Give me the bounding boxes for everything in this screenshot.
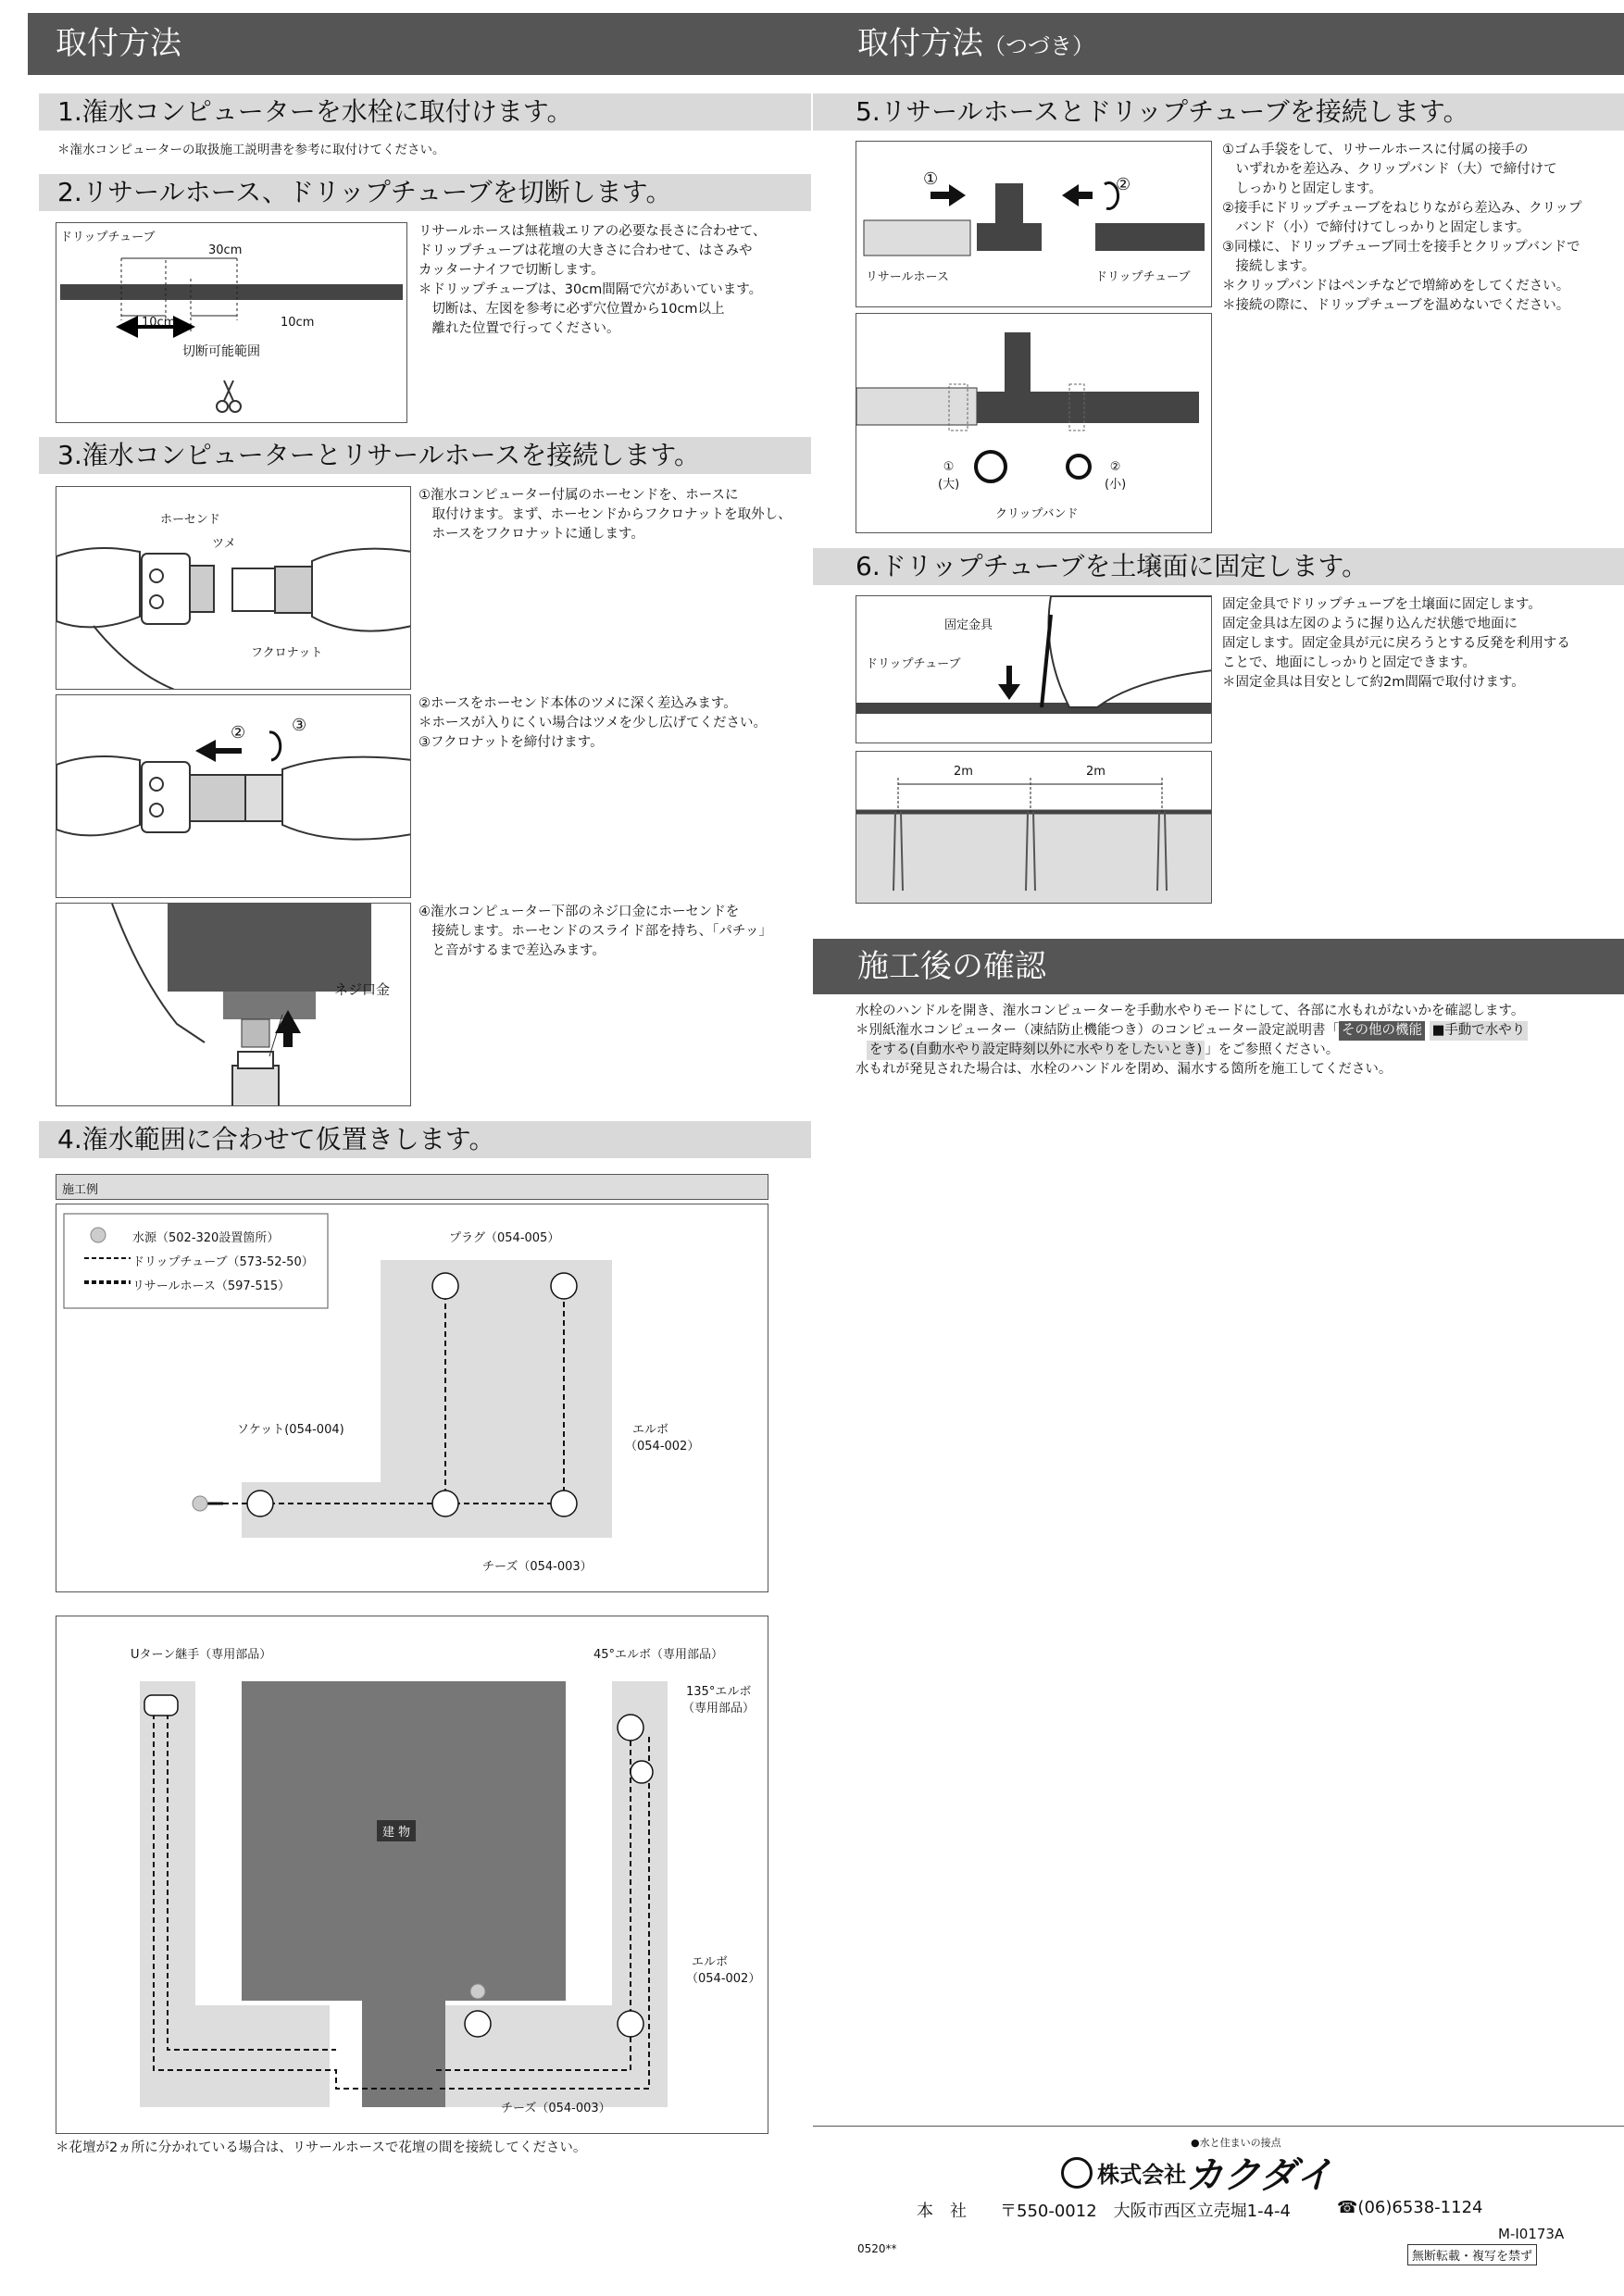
hosend-label: ホーセンド: [160, 513, 220, 527]
check-line4: 水もれが発見された場合は、水栓のハンドルを閉め、漏水する箇所を施工してください。: [856, 1062, 1393, 1077]
section-3-step3: ④潅水コンピューター下部のネジ口金にホーセンドを 接続します。ホーセンドのスライド部を持ち、「パチッ」 と音がするまで差込みます。: [418, 905, 772, 958]
neji-kuchigane-label: ネジ口金: [334, 981, 391, 998]
clip-small-label: ② (小): [1105, 460, 1127, 492]
section-4-footnote: ＊花壇が2ヵ所に分かれている場合は、リサールホースで花壇の間を接続してください。: [56, 2140, 587, 2155]
drip-tube-bar: [60, 284, 403, 300]
elbow45-icon: [618, 1715, 643, 1741]
right-header: [813, 13, 1624, 75]
clip-band-small-icon: [1068, 455, 1090, 478]
legend-water-source: 水源（502-320設置箇所）: [132, 1231, 280, 1245]
right-arrow-icon: [949, 184, 966, 206]
joint-diagram-2: [856, 313, 1212, 533]
drip-tube-label: ドリップチューブ: [1095, 270, 1191, 284]
layout-example-1: [56, 1204, 768, 1592]
layout-example-2-svg: [56, 1616, 768, 2134]
right-header-title: 取付方法: [857, 25, 983, 62]
dim-30cm: 30cm: [208, 243, 243, 257]
section-5-title: 5.リサールホースとドリップチューブを接続します。: [813, 94, 1624, 131]
logo-company: 株式会社: [1097, 2162, 1187, 2188]
tees-icon: [432, 1491, 458, 1516]
drip-tube-label: ドリップチューブ: [60, 231, 156, 244]
section-5-text: ①ゴム手袋をして、リサールホースに付属の接手の いずれかを差込み、クリップバンド（大）で締付けて しっかりと固定します。 ②接手にドリップチューブをねじりながら差込み、クリップ バンド（小）で締付けてしっかりと固定します。 ③同様に、ドリップチューブ同士を接手とクリップバンドで 接続します。 ＊クリップバンドはペンチなどで増締めをしてください。 ＊接続の際に、ドリップチューブを温めないでください。: [1222, 143, 1582, 313]
elbow-icon: [618, 2011, 643, 2037]
uturn-label: Uターン継手（専用部品）: [131, 1648, 272, 1662]
fix-diagram-2-svg: [856, 752, 1212, 904]
hosend-diagram-3: [56, 903, 411, 1106]
elbow135-label: 135°エルボ: [686, 1685, 752, 1699]
water-source-icon: [193, 1496, 207, 1511]
step2-marker: ②: [1116, 175, 1131, 194]
footer-notice: 無断転載・複写を禁ず: [1407, 2244, 1537, 2265]
footer-rule: [813, 2126, 1624, 2127]
left-arrow-icon: [1062, 184, 1079, 206]
down-arrow-icon: [998, 684, 1020, 700]
drip-tube-label: ドリップチューブ: [866, 657, 961, 671]
fukuro-nut-label: フクロナット: [251, 646, 323, 660]
left-header: [28, 13, 813, 75]
legend-risaal-hose: リサールホース（597-515）: [132, 1279, 291, 1293]
legend-drip-tube: ドリップチューブ（573-52-50）: [132, 1255, 314, 1269]
logo-brand: カクダイ: [1186, 2154, 1333, 2197]
right-header-sub: （つづき）: [983, 33, 1094, 59]
tees-icon: [465, 2011, 491, 2037]
elbow-code-label: （054-002）: [686, 1972, 761, 1986]
footer-tagline: ●水と住まいの接点: [1191, 2137, 1281, 2149]
section-3-step1: ①潅水コンピューター付属のホーセンドを、ホースに 取付けます。まず、ホーセンドからフクロナットを取外し、 ホースをフクロナットに通します。: [418, 488, 792, 542]
footer-phone: ☎(06)6538-1124: [1337, 2198, 1483, 2217]
hosend-hands-svg: [56, 487, 411, 690]
step1-marker: ①: [923, 169, 939, 189]
elbow-icon: [551, 1491, 577, 1516]
left-header-title: 取付方法: [56, 25, 181, 62]
scissors-icon: [217, 381, 241, 412]
computer-connect-svg: [56, 904, 411, 1106]
dim-10cm-right: 10cm: [281, 316, 315, 330]
dim-2m-left: 2m: [954, 765, 973, 779]
check-line1: 水栓のハンドルを開き、潅水コンピューターを手動水やりモードにして、各部に水もれがないかを確認します。: [856, 1004, 1525, 1018]
example-header: [56, 1174, 768, 1200]
socket-label: ソケット(054-004): [237, 1423, 344, 1437]
fix-diagram-2: [856, 751, 1212, 904]
section-1-title: 1.潅水コンピューターを水栓に取付けます。: [39, 94, 811, 131]
layout-example-2: [56, 1616, 768, 2134]
chip-manual-water: ■手動で水やり: [1430, 1021, 1529, 1041]
clip-band-label: クリップバンド: [995, 507, 1079, 521]
kanagu-label: 固定金具: [944, 618, 993, 632]
joint-diagram-1: [856, 141, 1212, 307]
elbow-label: エルボ: [692, 1955, 729, 1969]
step3-marker: ③: [292, 716, 307, 735]
section-3-title: 3.潅水コンピューターとリサールホースを接続します。: [39, 437, 811, 474]
hosend-diagram-1: [56, 486, 411, 690]
example-label: 施工例: [62, 1183, 99, 1197]
chip-other-functions: その他の機能: [1339, 1021, 1425, 1041]
elbow-label: エルボ: [632, 1423, 669, 1437]
elbow135-icon: [631, 1761, 653, 1783]
risaal-hose-label: リサールホース: [866, 270, 949, 284]
clip-band-large-icon: [976, 452, 1006, 481]
drip-tube-bar: [856, 703, 1212, 714]
footer-code: M-I0173A: [1498, 2226, 1565, 2242]
step2-marker: ②: [231, 723, 246, 742]
plug-label: プラグ（054-005）: [449, 1231, 560, 1245]
cut-diagram: [56, 222, 407, 423]
section-1-note: ＊潅水コンピューターの取扱施工説明書を参考に取付けてください。: [57, 143, 445, 157]
legend-water-source-icon: [91, 1228, 106, 1242]
socket-icon: [247, 1491, 273, 1516]
water-source-icon: [470, 1984, 485, 1999]
tees-label: チーズ（054-003）: [482, 1560, 593, 1574]
fix-diagram-1: [856, 595, 1212, 743]
plug-icon: [432, 1273, 458, 1299]
uturn-icon: [144, 1695, 178, 1716]
check-line2: [856, 1021, 1528, 1041]
footer-address: 本 社 〒550-0012 大阪市西区立売堀1-4-4: [917, 2202, 1292, 2221]
section-4-title: 4.潅水範囲に合わせて仮置きします。: [39, 1121, 811, 1158]
rotate-icon: [269, 732, 281, 760]
elbow-code-label: （054-002）: [625, 1440, 700, 1454]
section-3-step2: ②ホースをホーセンド本体のツメに深く差込みます。 ＊ホースが入りにくい場合はツメを少し広げてください。 ③フクロナットを締付けます。: [418, 696, 767, 750]
elbow45-label: 45°エルボ（専用部品）: [593, 1648, 724, 1662]
section-6-text: 固定金具でドリップチューブを土壌面に固定します。 固定金具は左図のように握り込んだ状態で地面に 固定します。固定金具が元に戻ろうとする反発を利用する ことで、地面にしっかりと固定できます。 ＊固定金具は目安として約2m間隔で取付けます。: [1222, 597, 1570, 690]
joint-diagram-2-svg: [856, 314, 1212, 533]
logo-mark-icon: [1061, 2157, 1093, 2189]
plug-icon: [551, 1273, 577, 1299]
tsume-label: ツメ: [212, 537, 236, 551]
check-line2-text: ＊別紙潅水コンピューター（凍結防止機能つき）のコンピューター設定説明書「: [856, 1023, 1339, 1038]
hosend-diagram-2: [56, 694, 411, 898]
building-label: 建 物: [377, 1820, 416, 1841]
elbow135-note: （専用部品）: [682, 1702, 756, 1716]
clip-large-label: ① (大): [938, 460, 960, 492]
check-line3-text: 」をご参照ください。: [1205, 1042, 1340, 1057]
dim-10cm-left: 10cm: [142, 316, 176, 330]
cuttable-range-label: 切断可能範囲: [182, 344, 260, 359]
footer-rev: 0520**: [857, 2242, 897, 2255]
check-title: 施工後の確認: [813, 939, 1624, 994]
check-line3: [867, 1041, 1339, 1060]
logo: [1061, 2146, 1333, 2197]
section-6-title: 6.ドリップチューブを土壌面に固定します。: [813, 548, 1624, 585]
section-2-text: リサールホースは無植栽エリアの必要な長さに合わせて、 ドリップチューブは花壇の大きさに合わせて、はさみや カッターナイフで切断します。 ＊ドリップチューブは、30cm間隔で穴があいています。 切断は、左図を参考に必ず穴位置から10cm以上 離れた位置で行ってください。: [418, 224, 767, 336]
chip-manual-water-cont: をする(自動水やり設定時刻以外に水やりをしたいとき): [867, 1041, 1205, 1060]
dim-2m-right: 2m: [1086, 765, 1106, 779]
tees-label: チーズ（054-003）: [501, 2102, 611, 2115]
section-2-title: 2.リサールホース、ドリップチューブを切断します。: [39, 174, 811, 211]
